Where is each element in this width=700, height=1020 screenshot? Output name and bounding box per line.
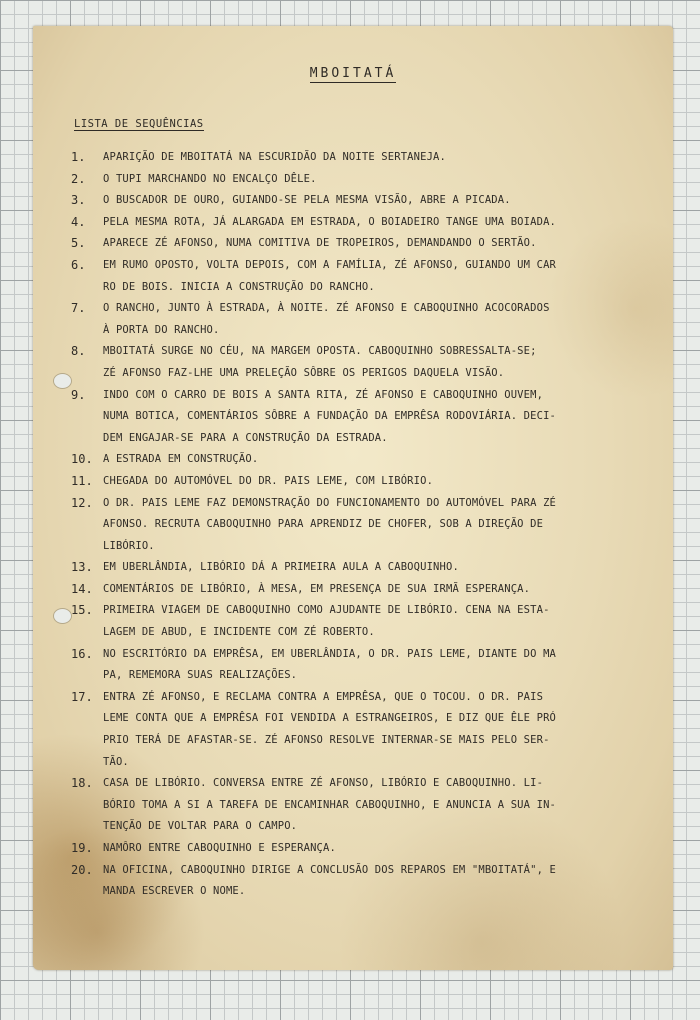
sequence-text-line: TÃO.	[103, 755, 129, 768]
sequence-number: 3.	[71, 193, 86, 208]
sequence-text	[103, 190, 641, 212]
sequence-text-line: PRIO TERÁ DE AFASTAR-SE. ZÉ AFONSO RESOLVE INTERNAR-SE MAIS PELO SER-	[103, 734, 550, 747]
sequence-item	[71, 557, 641, 579]
sequence-text	[103, 449, 641, 471]
sequence-text-line: DEM ENGAJAR-SE PARA A CONSTRUÇÃO DA ESTRADA.	[103, 431, 388, 444]
sequence-item	[71, 493, 641, 558]
sequence-text-line: À PORTA DO RANCHO.	[103, 323, 220, 336]
sequence-text-line: PELA MESMA ROTA, JÁ ALARGADA EM ESTRADA, O BOIADEIRO TANGE UMA BOIADA.	[103, 215, 557, 228]
sequence-number: 4.	[71, 214, 86, 229]
sequence-text-line: O DR. PAIS LEME FAZ DEMONSTRAÇÃO DO FUNCIONAMENTO DO AUTOMÓVEL PARA ZÉ	[103, 496, 557, 509]
sequence-list	[71, 147, 641, 903]
sequence-text	[103, 298, 641, 341]
sequence-text-line: EM UBERLÂNDIA, LIBÓRIO DÁ A PRIMEIRA AULA A CABOQUINHO.	[103, 561, 459, 574]
sequence-number: 6.	[71, 257, 86, 272]
sequence-text-line: EM RUMO OPOSTO, VOLTA DEPOIS, COM A FAMÍLIA, ZÉ AFONSO, GUIANDO UM CAR	[103, 258, 557, 271]
sequence-item	[71, 773, 641, 838]
sequence-text	[103, 341, 641, 384]
sequence-number: 7.	[71, 301, 86, 316]
sequence-text	[103, 255, 641, 298]
sequence-text	[103, 471, 641, 493]
sequence-text-line: PRIMEIRA VIAGEM DE CABOQUINHO COMO AJUDANTE DE LIBÓRIO. CENA NA ESTA-	[103, 604, 550, 617]
sequence-number: 18.	[71, 776, 93, 791]
document-title	[33, 66, 673, 81]
sequence-text	[103, 773, 641, 838]
sequence-item	[71, 147, 641, 169]
sequence-text	[103, 579, 641, 601]
sequence-item	[71, 579, 641, 601]
sequence-number: 10.	[71, 452, 93, 467]
sequence-number: 2.	[71, 171, 86, 186]
sequence-text	[103, 493, 641, 558]
sequence-number: 13.	[71, 560, 93, 575]
typewritten-page	[33, 26, 673, 970]
sequence-text-line: ZÉ AFONSO FAZ-LHE UMA PRELEÇÃO SÔBRE OS PERIGOS DAQUELA VISÃO.	[103, 366, 505, 379]
sequence-text-line: RO DE BOIS. INICIA A CONSTRUÇÃO DO RANCHO.	[103, 280, 375, 293]
sequence-text-line: LAGEM DE ABUD, E INCIDENTE COM ZÉ ROBERTO.	[103, 626, 375, 639]
sequence-text-line: APARIÇÃO DE MBOITATÁ NA ESCURIDÃO DA NOITE SERTANEJA.	[103, 151, 446, 163]
sequence-item	[71, 449, 641, 471]
sequence-text	[103, 233, 641, 255]
sequence-number: 20.	[71, 862, 93, 877]
sequence-text-line: COMENTÁRIOS DE LIBÓRIO, À MESA, EM PRESENÇA DE SUA IRMÃ ESPERANÇA.	[103, 582, 531, 595]
sequence-text-line: MANDA ESCREVER O NOME.	[103, 885, 246, 898]
sequence-text-line: MBOITATÁ SURGE NO CÉU, NA MARGEM OPOSTA. CABOQUINHO SOBRESSALTA-SE;	[103, 345, 537, 358]
sequence-text-line: NO ESCRITÓRIO DA EMPRÊSA, EM UBERLÂNDIA, O DR. PAIS LEME, DIANTE DO MA	[103, 647, 557, 660]
sequence-text	[103, 600, 641, 643]
document-title-text: MBOITATÁ	[309, 66, 397, 81]
sequence-number: 1.	[71, 150, 86, 164]
sequence-text-line: BÓRIO TOMA A SI A TAREFA DE ENCAMINHAR CABOQUINHO, E ANUNCIA A SUA IN-	[103, 798, 557, 811]
sequence-text	[103, 212, 641, 234]
sequence-text-line: LIBÓRIO.	[103, 539, 155, 552]
sequence-text-line: APARECE ZÉ AFONSO, NUMA COMITIVA DE TROPEIROS, DEMANDANDO O SERTÃO.	[103, 237, 537, 250]
sequence-text-line: ENTRA ZÉ AFONSO, E RECLAMA CONTRA A EMPRÊSA, QUE O TOCOU. O DR. PAIS	[103, 690, 544, 703]
sequence-item	[71, 644, 641, 687]
sequence-number: 12.	[71, 495, 93, 510]
sequence-item	[71, 341, 641, 384]
sequence-item	[71, 838, 641, 860]
sequence-text-line: A ESTRADA EM CONSTRUÇÃO.	[103, 453, 259, 466]
sequence-text	[103, 838, 641, 860]
sequence-item	[71, 298, 641, 341]
sequence-item	[71, 687, 641, 773]
sequence-text-line: NAMÔRO ENTRE CABOQUINHO E ESPERANÇA.	[103, 842, 336, 854]
sequence-text	[103, 147, 641, 169]
sequence-item	[71, 471, 641, 493]
sequence-item	[71, 169, 641, 191]
sequence-item	[71, 255, 641, 298]
sequence-text-line: INDO COM O CARRO DE BOIS A SANTA RITA, ZÉ AFONSO E CABOQUINHO OUVEM,	[103, 388, 544, 401]
sequence-text	[103, 860, 641, 903]
sequence-number: 5.	[71, 236, 86, 251]
sequence-text-line: AFONSO. RECRUTA CABOQUINHO PARA APRENDIZ DE CHOFER, SOB A DIREÇÃO DE	[103, 518, 544, 531]
sequence-text-line: NA OFICINA, CABOQUINHO DIRIGE A CONCLUSÃO DOS REPAROS EM "MBOITATÁ", E	[103, 863, 557, 876]
punch-hole	[53, 373, 72, 389]
sequence-text	[103, 385, 641, 450]
punch-hole	[53, 608, 72, 624]
sequence-item	[71, 385, 641, 450]
sequence-number: 14.	[71, 581, 93, 596]
sequence-text-line: NUMA BOTICA, COMENTÁRIOS SÔBRE A FUNDAÇÃO DA EMPRÊSA RODOVIÁRIA. DECI-	[103, 410, 557, 423]
sequence-number: 15.	[71, 603, 93, 618]
sequence-text-line: O BUSCADOR DE OURO, GUIANDO-SE PELA MESMA VISÃO, ABRE A PICADA.	[103, 194, 511, 207]
sequence-number: 11.	[71, 473, 93, 488]
sequence-text-line: O TUPI MARCHANDO NO ENCALÇO DÊLE.	[103, 172, 317, 185]
sequence-item	[71, 233, 641, 255]
sequence-text	[103, 169, 641, 191]
sequence-number: 17.	[71, 689, 93, 704]
sequence-text	[103, 644, 641, 687]
sequence-text	[103, 557, 641, 579]
sequence-number: 19.	[71, 841, 93, 855]
sequence-text-line: O RANCHO, JUNTO À ESTRADA, À NOITE. ZÉ AFONSO E CABOQUINHO ACOCORADOS	[103, 302, 550, 315]
sequence-item	[71, 860, 641, 903]
sequence-text-line: TENÇÃO DE VOLTAR PARA O CAMPO.	[103, 820, 298, 833]
sequence-number: 8.	[71, 344, 86, 359]
sequence-text-line: CHEGADA DO AUTOMÓVEL DO DR. PAIS LEME, COM LIBÓRIO.	[103, 474, 434, 487]
sequence-text-line: PA, REMEMORA SUAS REALIZAÇÕES.	[103, 669, 298, 682]
sequence-item	[71, 190, 641, 212]
sequence-text-line: LEME CONTA QUE A EMPRÊSA FOI VENDIDA A ESTRANGEIROS, E DIZ QUE ÊLE PRÓ	[103, 712, 557, 725]
sequence-number: 9.	[71, 387, 86, 402]
list-heading: LISTA DE SEQUÊNCIAS	[74, 118, 204, 130]
sequence-item	[71, 600, 641, 643]
sequence-number: 16.	[71, 646, 93, 661]
sequence-item	[71, 212, 641, 234]
sequence-text-line: CASA DE LIBÓRIO. CONVERSA ENTRE ZÉ AFONSO, LIBÓRIO E CABOQUINHO. LI-	[103, 777, 544, 790]
sequence-text	[103, 687, 641, 773]
